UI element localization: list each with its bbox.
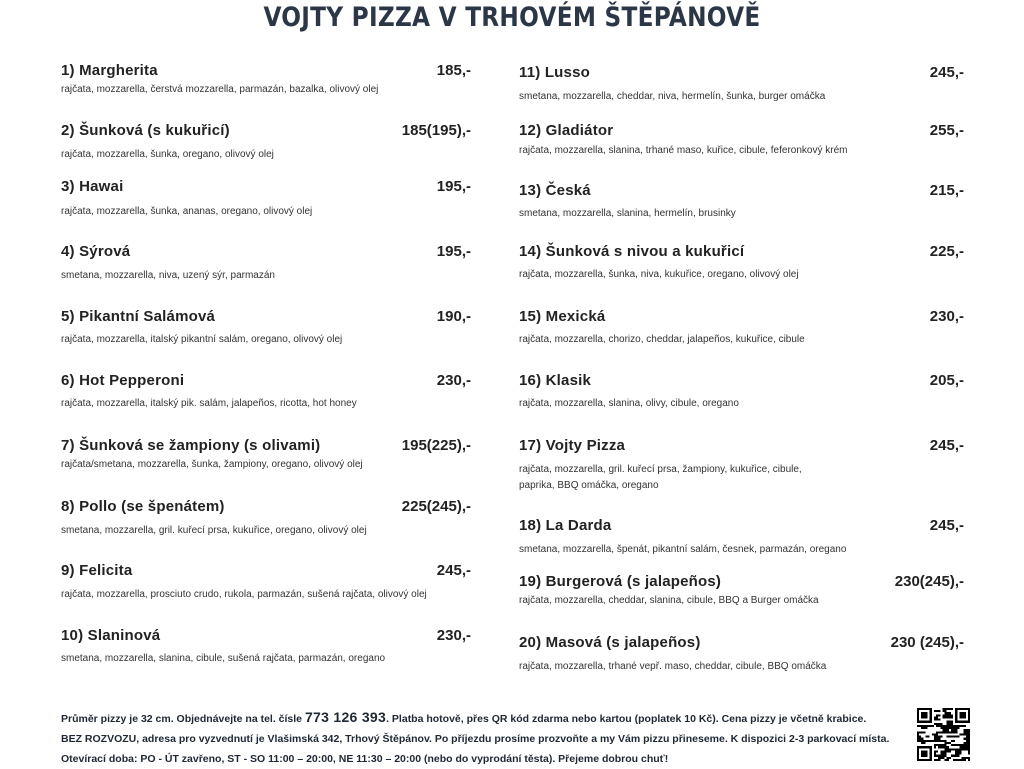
page-title: VOJTY PIZZA V TRHOVÉM ŠTĚPÁNOVĚ [263, 2, 761, 33]
pizza-price: 195(225),- [401, 437, 471, 454]
pizza-price: 215,- [929, 182, 964, 199]
pizza-name: 5) Pikantní Salámová [61, 308, 216, 325]
pizza-name: 18) La Darda [519, 517, 612, 534]
pizza-name: 11) Lusso [519, 64, 590, 81]
pizza-price: 190,- [436, 308, 471, 325]
footer-line-3: Otevírací doba: PO - ÚT zavřeno, ST - SO 11:00 – 20:00, NE 11:30 – 20:00 (nebo do vyprodání těsta). Přejeme dobrou chuť! [61, 753, 669, 765]
menu-item [61, 498, 471, 538]
pizza-name: 3) Hawai [61, 178, 124, 195]
pizza-name: 16) Klasik [519, 372, 592, 389]
pizza-price: 245,- [436, 562, 471, 579]
menu-item [519, 573, 964, 608]
menu-item-header [519, 308, 964, 328]
pizza-price: 195,- [436, 243, 471, 260]
menu-item [519, 308, 964, 347]
footer-line-2: BEZ ROZVOZU, adresa pro vyzvednutí je Vlašimská 342, Trhový Štěpánov. Po příjezdu prosíme prozvoňte a my Vám pizzu přineseme. K dispozici 2-3 parkovací místa. [61, 733, 890, 745]
menu-item-header [519, 64, 964, 84]
menu-item [519, 122, 964, 158]
pizza-ingredients: rajčata, mozzarella, šunka, niva, kukuřice, oregano, olivový olej [519, 269, 799, 280]
footer-info [61, 707, 911, 769]
pizza-price: 230 (245),- [890, 634, 964, 651]
pizza-price: 230,- [929, 308, 964, 325]
menu-item-header [519, 517, 964, 537]
menu-item-header [61, 562, 471, 582]
pizza-price: 230,- [436, 627, 471, 644]
pizza-ingredients: rajčata, mozzarella, italský pikantní salám, oregano, olivový olej [61, 334, 343, 345]
menu-item [519, 634, 964, 674]
menu-item [519, 182, 964, 221]
menu-item-header [61, 122, 471, 142]
menu-item [519, 437, 964, 493]
pizza-ingredients: rajčata, mozzarella, gril. kuřecí prsa, žampiony, kukuřice, cibule, [519, 464, 802, 475]
footer-line-1 [61, 707, 911, 729]
menu-item-header [519, 437, 964, 457]
pizza-price: 245,- [929, 64, 964, 81]
pizza-name: 12) Gladiátor [519, 122, 614, 139]
pizza-ingredients: smetana, mozzarella, slanina, hermelín, brusinky [519, 208, 736, 219]
pizza-ingredients: paprika, BBQ omáčka, oregano [519, 480, 659, 491]
pizza-name: 17) Vojty Pizza [519, 437, 626, 454]
pizza-price: 245,- [929, 517, 964, 534]
menu-item [519, 517, 964, 557]
pizza-ingredients: rajčata/smetana, mozzarella, šunka, žampiony, oregano, olivový olej [61, 459, 363, 470]
menu-item-header [519, 243, 964, 263]
pizza-ingredients: smetana, mozzarella, špenát, pikantní salám, česnek, parmazán, oregano [519, 544, 847, 555]
menu-item-header [519, 573, 964, 593]
pizza-name: 9) Felicita [61, 562, 133, 579]
footer-text: Průměr pizzy je 32 cm. Objednávejte na tel. čísle [61, 713, 305, 725]
menu-item-header [519, 634, 964, 654]
menu-item [61, 178, 471, 219]
menu-item [61, 243, 471, 283]
menu-item [61, 372, 471, 411]
pizza-ingredients: rajčata, mozzarella, šunka, oregano, olivový olej [61, 149, 274, 160]
pizza-name: 19) Burgerová (s jalapeños) [519, 573, 722, 590]
pizza-ingredients: rajčata, mozzarella, chorizo, cheddar, jalapeños, kukuřice, cibule [519, 334, 805, 345]
menu-item-header [519, 372, 964, 392]
pizza-price: 185,- [436, 62, 471, 79]
pizza-price: 245,- [929, 437, 964, 454]
menu-item-header [61, 62, 471, 82]
pizza-name: 4) Sýrová [61, 243, 131, 260]
menu-item [61, 308, 471, 347]
pizza-ingredients: rajčata, mozzarella, čerstvá mozzarella, parmazán, bazalka, olivový olej [61, 84, 379, 95]
phone-number: 773 126 393 [304, 709, 387, 725]
pizza-ingredients: rajčata, mozzarella, italský pik. salám, jalapeños, ricotta, hot honey [61, 398, 357, 409]
pizza-ingredients: smetana, mozzarella, slanina, cibule, sušená rajčata, parmazán, oregano [61, 653, 386, 664]
menu-item-header [61, 243, 471, 263]
menu-item [61, 627, 471, 666]
menu-item [519, 243, 964, 282]
footer-text: . Platba hotově, přes QR kód zdarma nebo kartou (poplatek 10 Kč). Cena pizzy je včetně krabice. [386, 713, 867, 725]
pizza-ingredients: rajčata, mozzarella, cheddar, slanina, cibule, BBQ a Burger omáčka [519, 595, 819, 606]
pizza-price: 255,- [929, 122, 964, 139]
pizza-name: 20) Masová (s jalapeños) [519, 634, 701, 651]
pizza-ingredients: smetana, mozzarella, niva, uzený sýr, parmazán [61, 270, 275, 281]
pizza-price: 230(245),- [894, 573, 964, 590]
pizza-ingredients: rajčata, mozzarella, prosciuto crudo, rukola, parmazán, sušená rajčata, olivový olej [61, 589, 427, 600]
menu-item-header [61, 437, 471, 457]
pizza-price: 195,- [436, 178, 471, 195]
pizza-ingredients: rajčata, mozzarella, slanina, olivy, cibule, oregano [519, 398, 739, 409]
pizza-name: 6) Hot Pepperoni [61, 372, 185, 389]
pizza-ingredients: rajčata, mozzarella, šunka, ananas, oregano, olivový olej [61, 206, 313, 217]
pizza-name: 13) Česká [519, 182, 591, 199]
pizza-ingredients: rajčata, mozzarella, slanina, trhané maso, kuřice, cibule, feferonkový krém [519, 145, 848, 156]
menu-item [61, 62, 471, 97]
menu-item-header [61, 178, 471, 198]
pizza-price: 225(245),- [401, 498, 471, 515]
menu-item-header [519, 122, 964, 142]
pizza-name: 15) Mexická [519, 308, 606, 325]
menu-item-header [61, 308, 471, 328]
menu-item-header [61, 627, 471, 647]
menu-item [61, 562, 471, 602]
menu-item [519, 372, 964, 411]
pizza-ingredients: smetana, mozzarella, gril. kuřecí prsa, kukuřice, oregano, olivový olej [61, 525, 367, 536]
pizza-ingredients: rajčata, mozzarella, trhané vepř. maso, cheddar, cibule, BBQ omáčka [519, 661, 827, 672]
qr-code-icon [917, 708, 970, 761]
pizza-price: 205,- [929, 372, 964, 389]
pizza-name: 14) Šunková s nivou a kukuřicí [519, 243, 745, 260]
pizza-name: 2) Šunková (s kukuřicí) [61, 122, 230, 139]
menu-item-header [519, 182, 964, 202]
menu-item [519, 64, 964, 104]
pizza-name: 8) Pollo (se špenátem) [61, 498, 225, 515]
menu-item [61, 122, 471, 162]
menu-item-header [61, 498, 471, 518]
pizza-name: 10) Slaninová [61, 627, 161, 644]
pizza-name: 1) Margherita [61, 62, 158, 79]
pizza-name: 7) Šunková se žampiony (s olivami) [61, 437, 321, 454]
pizza-price: 225,- [929, 243, 964, 260]
menu-item-header [61, 372, 471, 392]
menu-item [61, 437, 471, 472]
pizza-price: 230,- [436, 372, 471, 389]
pizza-ingredients: smetana, mozzarella, cheddar, niva, hermelín, šunka, burger omáčka [519, 91, 826, 102]
pizza-price: 185(195),- [401, 122, 471, 139]
